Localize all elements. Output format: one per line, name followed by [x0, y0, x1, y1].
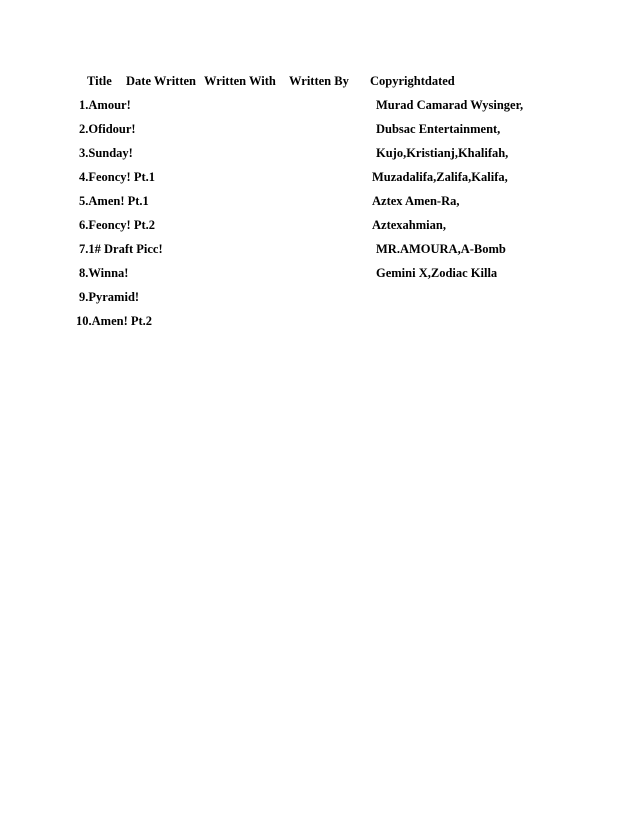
header-copyrightdated: Copyrightdated	[370, 74, 455, 88]
song-title: 8.Winna!	[79, 266, 129, 280]
song-title: 10.Amen! Pt.2	[76, 314, 153, 328]
copyright-holder: Aztex Amen-Ra,	[372, 194, 460, 208]
song-title: 1.Amour!	[79, 98, 131, 112]
copyright-holder: Gemini X,Zodiac Killa	[376, 266, 498, 280]
song-title: 9.Pyramid!	[79, 290, 140, 304]
header-date-written: Date Written	[126, 74, 197, 88]
copyright-holder: Dubsac Entertainment,	[376, 122, 501, 136]
copyright-holder: Kujo,Kristianj,Khalifah,	[376, 146, 509, 160]
header-written-with: Written With	[204, 74, 276, 88]
song-title: 3.Sunday!	[79, 146, 133, 160]
copyright-holder: Aztexahmian,	[372, 218, 446, 232]
copyright-holder: MR.AMOURA,A-Bomb	[376, 242, 506, 256]
header-written-by: Written By	[289, 74, 349, 88]
song-title: 5.Amen! Pt.1	[79, 194, 149, 208]
song-title: 6.Feoncy! Pt.2	[79, 218, 156, 232]
copyright-holder: Murad Camarad Wysinger,	[376, 98, 524, 112]
header-title: Title	[87, 74, 112, 88]
copyright-holder: Muzadalifa,Zalifa,Kalifa,	[372, 170, 508, 184]
song-title: 7.1# Draft Picc!	[79, 242, 163, 256]
song-title: 2.Ofidour!	[79, 122, 136, 136]
song-title: 4.Feoncy! Pt.1	[79, 170, 156, 184]
